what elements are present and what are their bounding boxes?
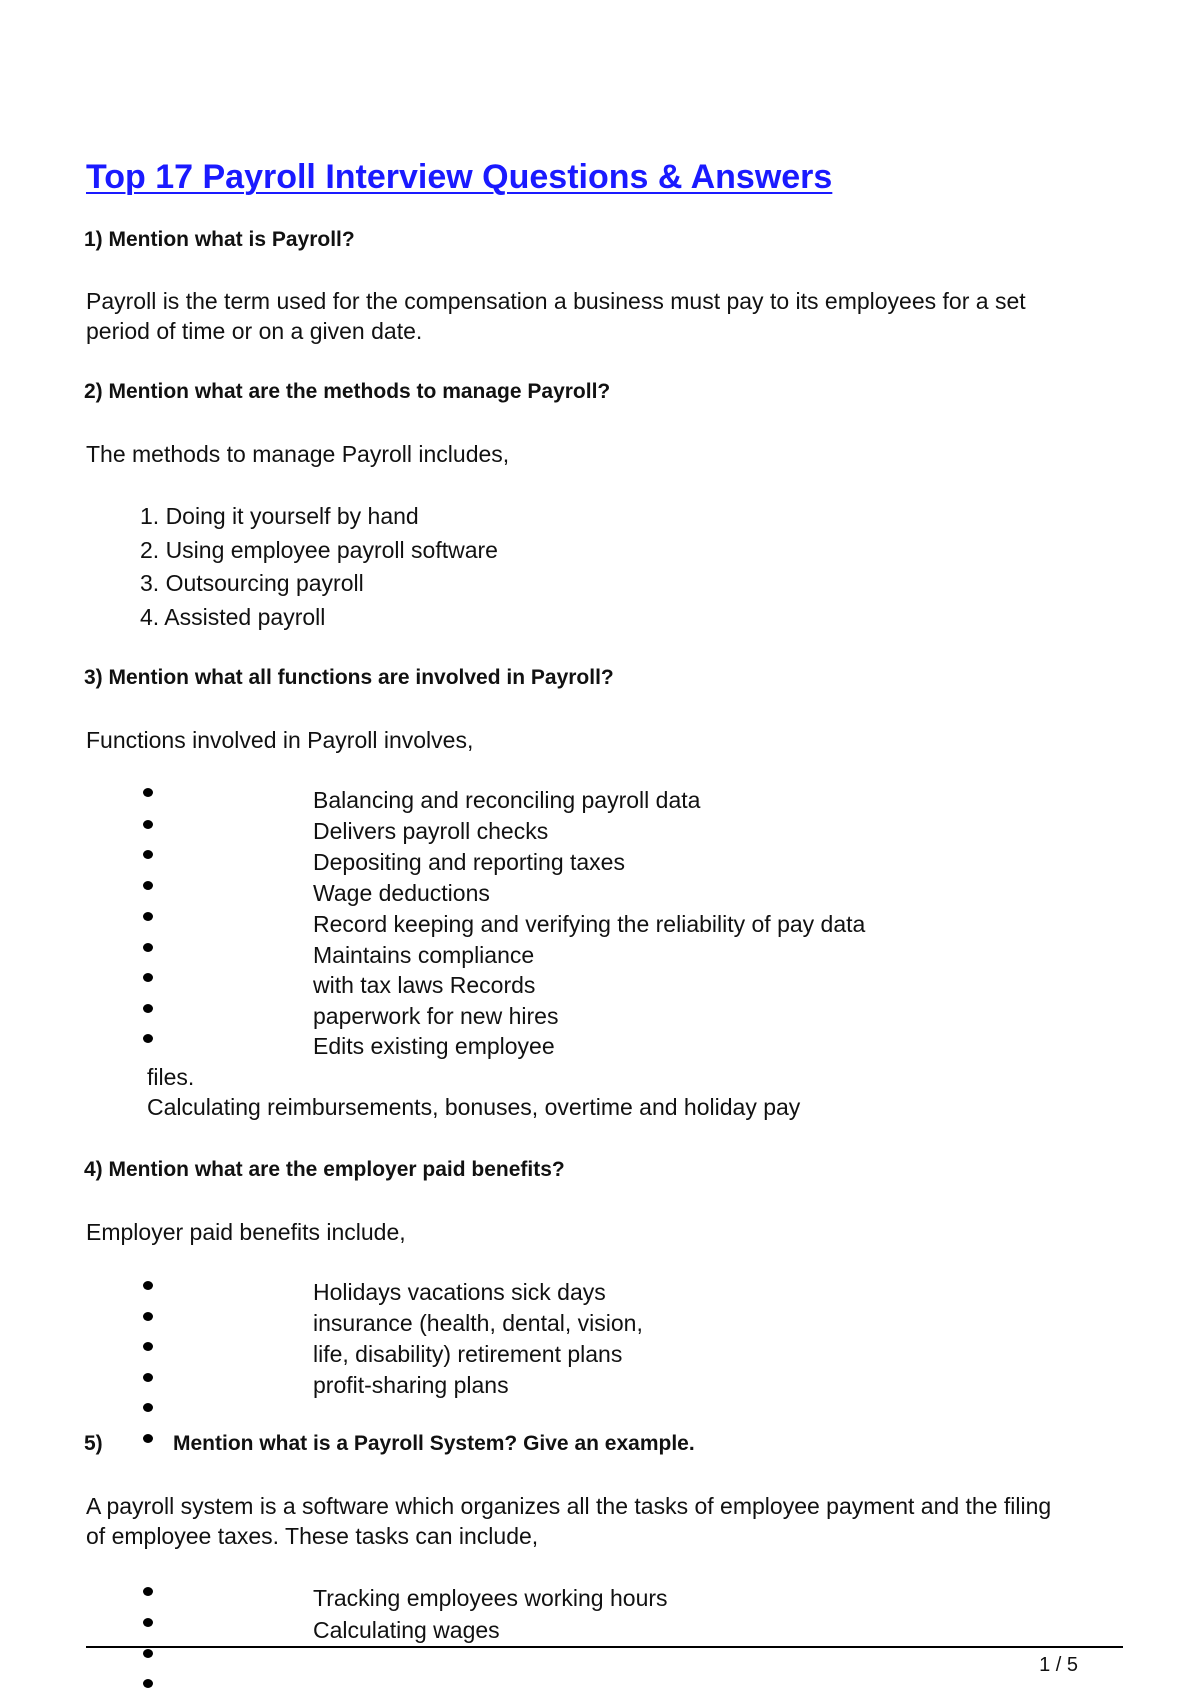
document-title[interactable]: Top 17 Payroll Interview Questions & Answers	[86, 158, 833, 196]
list-item: 4. Assisted payroll	[140, 604, 326, 630]
bullet-icon	[143, 1587, 153, 1596]
list-item: Depositing and reporting taxes	[313, 849, 625, 875]
list-item: 2. Using employee payroll software	[140, 537, 498, 563]
list-item: Balancing and reconciling payroll data	[313, 787, 701, 813]
list-item: 3. Outsourcing payroll	[140, 570, 364, 596]
bullet-icon	[143, 1649, 153, 1658]
bullet-icon	[143, 912, 153, 921]
bullet-icon	[143, 1403, 153, 1412]
answer-3-intro: Functions involved in Payroll involves,	[86, 727, 474, 753]
list-item: Edits existing employee	[313, 1033, 555, 1059]
bullet-icon	[143, 943, 153, 952]
list-item: Wage deductions	[313, 880, 490, 906]
list-item: Maintains compliance	[313, 942, 535, 968]
list-item: Record keeping and verifying the reliability of pay data	[313, 911, 866, 937]
list-item: Delivers payroll checks	[313, 818, 549, 844]
bullet-icon	[143, 1004, 153, 1013]
bullet-icon	[143, 1618, 153, 1627]
bullet-icon	[143, 1342, 153, 1351]
bullet-icon	[143, 850, 153, 859]
bullet-icon	[143, 1034, 153, 1043]
list-item: Tracking employees working hours	[313, 1585, 668, 1611]
bullet-icon	[143, 1312, 153, 1321]
answer-4-intro: Employer paid benefits include,	[86, 1219, 406, 1245]
answer-3-tail-1: files.	[147, 1064, 195, 1090]
answer-5-line-1: A payroll system is a software which organizes all the tasks of employee payment and the filing	[86, 1493, 1052, 1519]
question-5-number: 5)	[84, 1432, 103, 1455]
list-item: life, disability) retirement plans	[313, 1341, 623, 1367]
bullet-icon	[143, 881, 153, 890]
footer-divider	[86, 1646, 1123, 1648]
list-item: Holidays vacations sick days	[313, 1279, 606, 1305]
list-item: Calculating wages	[313, 1617, 500, 1643]
list-item: with tax laws Records	[313, 972, 536, 998]
bullet-icon	[143, 1373, 153, 1382]
question-3-heading: 3) Mention what all functions are involved in Payroll?	[84, 666, 614, 689]
question-5-heading: Mention what is a Payroll System? Give an example.	[173, 1432, 695, 1455]
answer-1-line-2: period of time or on a given date.	[86, 318, 423, 344]
question-1-heading: 1) Mention what is Payroll?	[84, 228, 355, 251]
bullet-icon	[143, 1679, 153, 1688]
answer-2-intro: The methods to manage Payroll includes,	[86, 441, 510, 467]
question-2-heading: 2) Mention what are the methods to manage Payroll?	[84, 380, 611, 403]
bullet-icon	[143, 973, 153, 982]
list-item: insurance (health, dental, vision,	[313, 1310, 643, 1336]
answer-1-line-1: Payroll is the term used for the compensation a business must pay to its employees for a set	[86, 288, 1026, 314]
answer-5-line-2: of employee taxes. These tasks can include,	[86, 1523, 539, 1549]
question-4-heading: 4) Mention what are the employer paid benefits?	[84, 1158, 565, 1181]
bullet-icon	[143, 1281, 153, 1290]
bullet-icon	[143, 788, 153, 797]
bullet-icon	[143, 1434, 153, 1443]
list-item: 1. Doing it yourself by hand	[140, 503, 419, 529]
bullet-icon	[143, 820, 153, 829]
answer-3-tail-2: Calculating reimbursements, bonuses, overtime and holiday pay	[147, 1094, 801, 1120]
list-item: paperwork for new hires	[313, 1003, 559, 1029]
page-number: 1 / 5	[1039, 1654, 1078, 1676]
list-item: profit-sharing plans	[313, 1372, 509, 1398]
